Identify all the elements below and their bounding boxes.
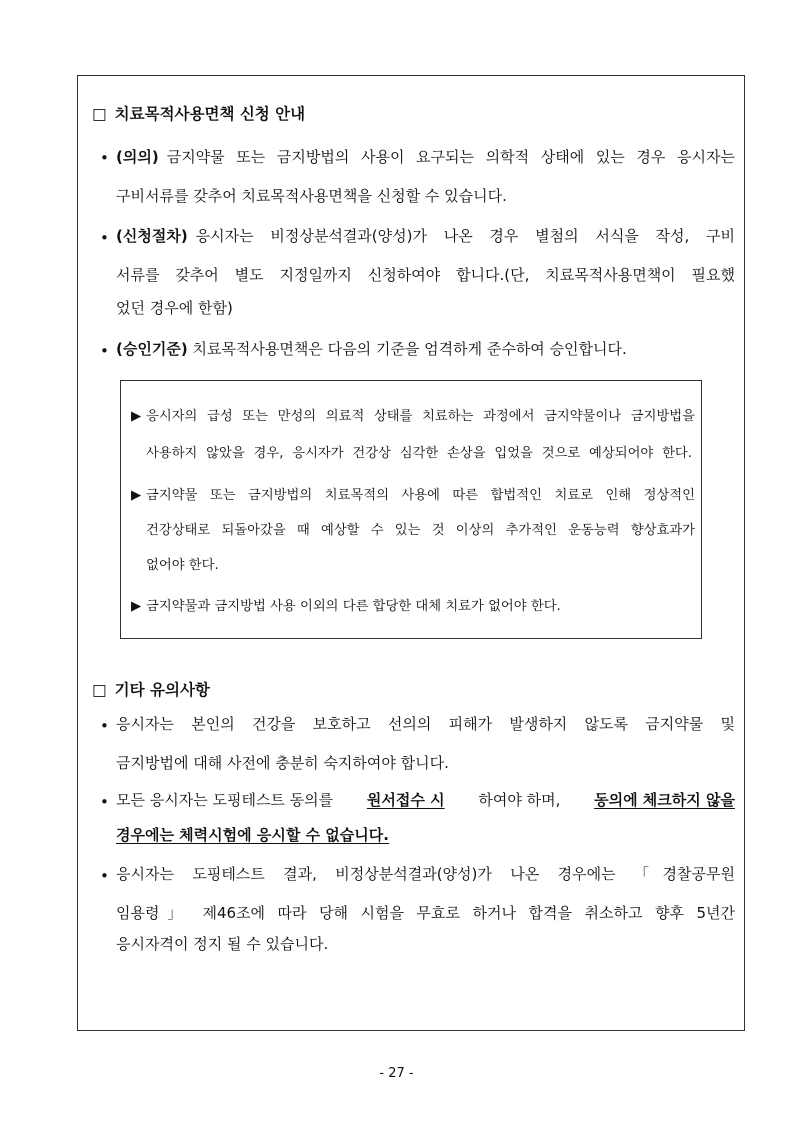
note-2-line2: 경우에는 체력시험에 응시할 수 없습니다. xyxy=(116,826,389,844)
bullet-text: 응시자는 비정상분석결과(양성)가 나온 경우 별첨의 서식을 작성, 구비 xyxy=(195,227,735,245)
checkbox-square-icon: □ xyxy=(92,681,107,699)
bullet-text: 치료목적사용면책은 다음의 기준을 엄격하게 준수하여 승인합니다. xyxy=(192,340,627,358)
bullet-procedure-line1 xyxy=(116,226,735,246)
bullet-dot-icon: • xyxy=(100,867,109,885)
triangle-bullet-icon: ▶ xyxy=(131,599,142,614)
bullet-label: (의의) xyxy=(116,148,159,166)
bullet-dot-icon: • xyxy=(100,149,109,167)
page-number: - 27 - xyxy=(379,1066,414,1081)
note-2-line1 xyxy=(116,790,735,810)
bullet-dot-icon: • xyxy=(100,717,109,735)
bullet-procedure-line3: 었던 경우에 한함) xyxy=(116,299,233,317)
bullet-purpose-line1 xyxy=(116,147,735,167)
criterion-2-line1: 금지약물 또는 금지방법의 치료목적의 사용에 따른 합법적인 치료로 인해 정상적인 xyxy=(146,488,695,503)
checkbox-square-icon: □ xyxy=(92,105,107,123)
criterion-1-line2: 사용하지 않았을 경우, 응시자가 건강상 심각한 손상을 입었을 것으로 예상되어야 한다. xyxy=(146,446,692,461)
section-title-tue xyxy=(92,102,305,124)
triangle-bullet-icon: ▶ xyxy=(131,488,142,503)
criterion-2-line2: 건강상태로 되돌아갔을 때 예상할 수 있는 것 이상의 추가적인 운동능력 향상효과가 xyxy=(146,523,695,538)
bullet-purpose-line2: 구비서류를 갖추어 치료목적사용면책을 신청할 수 있습니다. xyxy=(116,187,507,205)
bullet-dot-icon: • xyxy=(100,793,109,811)
note-1-line2: 금지방법에 대해 사전에 충분히 숙지하여야 합니다. xyxy=(116,754,449,772)
bullet-dot-icon: • xyxy=(100,342,109,360)
note-2-pre: 모든 응시자는 도핑테스트 동의를 xyxy=(116,791,334,809)
note-1-line1: 응시자는 본인의 건강을 보호하고 선의의 피해가 발생하지 않도록 금지약물 및 xyxy=(116,715,735,733)
note-3-line2: 임용령」 제46조에 따라 당해 시험을 무효로 하거나 합격을 취소하고 향후 5년간 xyxy=(116,904,735,922)
bullet-dot-icon: • xyxy=(100,229,109,247)
bullet-label: (신청절차) xyxy=(116,227,188,245)
section-title-text: 기타 유의사항 xyxy=(114,681,210,699)
criterion-1-line1: 응시자의 급성 또는 만성의 의료적 상태를 치료하는 과정에서 금지약물이나 금지방법을 xyxy=(146,409,695,424)
note-3-line1: 응시자는 도핑테스트 결과, 비정상분석결과(양성)가 나온 경우에는 「경찰공무원 xyxy=(116,865,735,883)
note-2-emphasis-2: 동의에 체크하지 않을 xyxy=(594,791,735,809)
section-title-text: 치료목적사용면책 신청 안내 xyxy=(114,105,306,123)
note-2-emphasis-1: 원서접수 시 xyxy=(366,791,445,809)
criterion-2-line3: 없어야 한다. xyxy=(146,558,219,573)
section-title-notes xyxy=(92,678,210,700)
bullet-criteria-line1 xyxy=(116,339,627,359)
note-3-line3: 응시자격이 정지 될 수 있습니다. xyxy=(116,935,329,953)
criterion-3-line1: 금지약물과 금지방법 사용 이외의 다른 합당한 대체 치료가 없어야 한다. xyxy=(146,599,561,614)
triangle-bullet-icon: ▶ xyxy=(131,409,142,424)
note-2-mid: 하여야 하며, xyxy=(478,791,561,809)
bullet-label: (승인기준) xyxy=(116,340,188,358)
bullet-procedure-line2: 서류를 갖추어 별도 지정일까지 신청하여야 합니다.(단, 치료목적사용면책이 필요했 xyxy=(116,266,735,284)
bullet-text: 금지약물 또는 금지방법의 사용이 요구되는 의학적 상태에 있는 경우 응시자는 xyxy=(166,148,735,166)
